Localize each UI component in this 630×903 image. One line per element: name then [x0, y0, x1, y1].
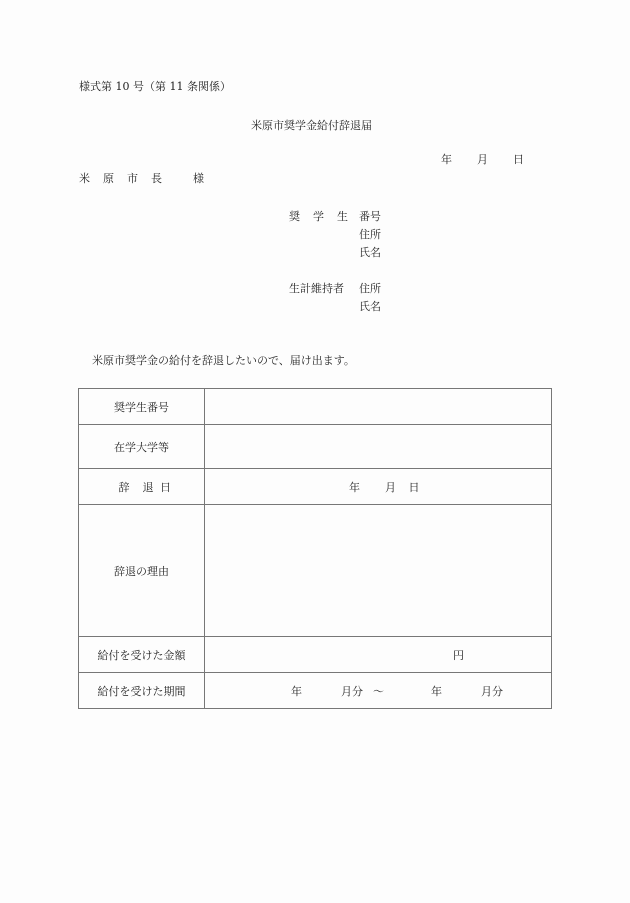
guardian-label: 生計維持者: [289, 282, 344, 295]
date-month: 月: [477, 153, 488, 166]
form-number: 様式第 10 号（第 11 条関係）: [79, 80, 231, 93]
addressee-char: 原: [103, 172, 114, 185]
period-cell-label: 給付を受けた期間: [79, 673, 205, 709]
student-label-char: 奨: [289, 210, 300, 223]
addressee-char: 米: [79, 172, 90, 185]
table-row: [79, 389, 552, 425]
student-number-input[interactable]: [205, 389, 552, 425]
date-year: 年: [349, 480, 360, 494]
student-number-label: 番号: [359, 210, 381, 223]
period-input[interactable]: [205, 673, 552, 709]
school-cell-label: 在学大学等: [79, 425, 205, 469]
statement: 米原市奨学金の給付を辞退したいので、届け出ます。: [92, 354, 355, 367]
table-row: [79, 673, 552, 709]
student-label-char: 学: [313, 210, 324, 223]
addressee: [79, 172, 204, 186]
label-char: 退: [142, 480, 154, 494]
date-day: 日: [513, 153, 524, 166]
from-month: 月分: [341, 684, 363, 698]
student-label-char: 生: [337, 210, 348, 223]
withdrawal-date-cell-label: [79, 469, 205, 505]
to-year: 年: [431, 684, 442, 698]
student-name-label: 氏名: [359, 246, 381, 259]
guardian-address-label: 住所: [359, 282, 381, 295]
withdrawal-form-table: [78, 388, 552, 709]
addressee-char: 長: [151, 172, 162, 185]
date-day: 日: [408, 480, 420, 494]
student-number-cell-label: 奨学生番号: [79, 389, 205, 425]
table-row: [79, 425, 552, 469]
document-title: 米原市奨学金給付辞退届: [251, 119, 372, 132]
withdrawal-date-input[interactable]: [205, 469, 552, 505]
amount-cell-label: 給付を受けた金額: [79, 637, 205, 673]
tilde: ～: [373, 684, 384, 698]
amount-input[interactable]: [205, 637, 552, 673]
guardian-name-label: 氏名: [359, 300, 381, 313]
label-char: 辞: [118, 480, 130, 494]
addressee-char: 市: [127, 172, 138, 185]
table-row: [79, 505, 552, 637]
from-year: 年: [291, 684, 302, 698]
submission-date: [441, 153, 524, 167]
table-row: [79, 637, 552, 673]
reason-input[interactable]: [205, 505, 552, 637]
to-month: 月分: [481, 684, 503, 698]
date-month: 月: [385, 480, 396, 494]
yen-unit: 円: [453, 648, 464, 662]
school-input[interactable]: [205, 425, 552, 469]
student-label: [289, 210, 348, 224]
table-row: [79, 469, 552, 505]
reason-cell-label: 辞退の理由: [79, 505, 205, 637]
label-char: 日: [160, 480, 171, 494]
student-address-label: 住所: [359, 228, 381, 241]
date-year: 年: [441, 153, 452, 166]
addressee-honorific: 様: [193, 172, 204, 185]
